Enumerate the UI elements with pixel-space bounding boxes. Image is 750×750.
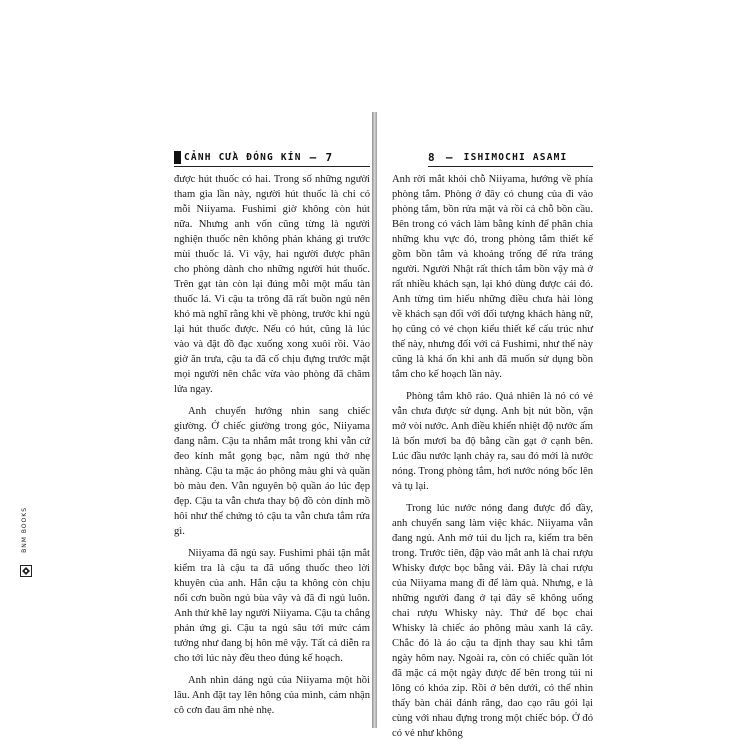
paragraph: Trong lúc nước nóng đang được đổ đầy, anh chuyển sang làm việc khác. Niiyama vẫn đang ngủ. Anh mở túi du lịch ra, kiểm tra bên trong. Trước tiên, đập vào mắt anh là chai rượu Whisky được bọc bằng vải. Đây là chai rượu của Niiyama mang đi để làm quà. Nhưng, e là những người đang ở tại đây sẽ không uống chai rượu Whisky này. Thứ để bọc chai Whisky là chiếc áo phông màu xanh lá cây. Chắc đó là áo cậu ta định thay sau khi tắm ngày hôm nay. Ngoài ra, còn có chiếc quần lót đã mặc cả một ngày được để bên trong túi ni lông có khóa zip. Rồi ở bên dưới, có thể nhìn thấy bàn chải đánh răng, dao cạo râu gói lại cùng với nhau đựng trong một chiếc bóp. Ở đó có vẻ như không bbox=[392, 503, 593, 739]
publisher-logo-icon bbox=[20, 565, 32, 577]
left-header-rule bbox=[174, 166, 370, 167]
header-bar-icon bbox=[174, 151, 181, 164]
right-body-text bbox=[392, 172, 593, 748]
left-page-number: 7 bbox=[325, 150, 334, 164]
paragraph: Anh rời mắt khỏi chỗ Niiyama, hướng về phía phòng tắm. Phòng ở đây có chung của đi vào phòng tắm, bồn rửa mặt và rồi cả chỗ bồn cầu. Bên trong có vách làm bằng kính để phân chia những khu vực đó, trong phòng tắm thiết kế gồm bồn tắm và khoảng trống để rửa tráng người. Người Nhật rất thích tắm bồn vậy mà ở rất nhiều khách sạn, lại khó dùng được cái đó. Anh từng tìm hiểu những điều chưa hài lòng về khách sạn đối với đối tượng khách hàng nữ, họ cũng có vẻ chọn kiểu thiết kế cấu trúc như thế này, nhưng đối với cả Fushimi, như thế này cũng là khá ổn khi anh đã muốn sử dụng bồn tắm cho kế hoạch lần này. bbox=[392, 174, 593, 380]
paragraph: Niiyama đã ngủ say. Fushimi phải tận mắt kiểm tra là cậu ta đã uống thuốc theo lời khuyên của anh. Hắn cậu ta không còn chịu nổi cơn buồn ngủ bùa vây và đã đi ngủ luôn. Anh thử khẽ lay người Niiyama. Cậu ta chẳng phản ứng gì. Cậu ta ngủ sâu tới mức cảm tưởng như đang bị hôn mê vậy. Tất cả diễn ra cho tới lúc này đều theo đúng kế hoạch. bbox=[174, 548, 370, 664]
right-header-rule bbox=[428, 166, 593, 167]
left-header-dash: – bbox=[309, 150, 318, 164]
paragraph: được hút thuốc có hai. Trong số những người tham gia lần này, người hút thuốc là chỉ có mỗi Niiyama. Fushimi giờ không còn hút nữa. Nhưng anh vốn cũng từng là người nghiện thuốc nên không phản kháng gì trước mùi thuốc lá. Vì vậy, hai người được phân cho phòng dành cho những người hút thuốc. Trên gạt tàn còn lại đúng mỗi một mẩu tàn thuốc lá. Vì cậu ta trông đã rất buồn ngủ nên khó mà nghĩ rằng khi về phòng, trước khi ngủ lại hút thuốc được. Nếu có hút, cũng là lúc vào và đặt đồ đạc xuống xong xuôi rồi. Vào giờ ăn trưa, cậu ta đã cố chịu đựng trước mặt mọi người nên chắc vừa vào phòng đã châm lửa ngay. bbox=[174, 174, 370, 395]
paragraph: Phòng tắm khô ráo. Quả nhiên là nó có vẻ vẫn chưa được sử dụng. Anh bịt nút bồn, vặn mở vòi nước. Anh điều khiển nhiệt độ nước ấm là bốn mươi ba độ bằng cần gạt ở cạnh bên. Lúc đầu nước lạnh chảy ra, sau đó mới là nước nóng. Trong phòng tắm, hơi nước nóng bốc lên và tụ lại. bbox=[392, 391, 593, 492]
left-running-header bbox=[174, 150, 333, 164]
book-spine bbox=[372, 112, 377, 728]
right-page-number: 8 bbox=[428, 150, 436, 164]
right-header-dash: – bbox=[445, 150, 454, 164]
publisher-name: BNM BOOKS bbox=[21, 507, 28, 553]
paragraph: Anh nhìn dáng ngủ của Niiyama một hồi lâu. Anh đặt tay lên hông của mình, cảm nhận cô cơn đau âm nhè nhẹ. bbox=[174, 675, 370, 716]
side-publisher-mark bbox=[19, 505, 35, 585]
left-header-title: CẢNH CỬA ĐÓNG KÍN bbox=[184, 151, 302, 163]
right-header-title: ISHIMOCHI ASAMI bbox=[463, 151, 568, 163]
right-running-header bbox=[428, 150, 567, 164]
left-body-text bbox=[174, 172, 370, 725]
paragraph: Anh chuyển hướng nhìn sang chiếc giường. Ở chiếc giường trong góc, Niiyama đang nằm. Cậu ta nhắm mắt trong khi vẫn cứ đeo kính mắt gọng bạc, nằm ngủ thở nhẹ nhàng. Cậu ta mặc áo phông màu ghi và quần bò màu đen. Vẫn nguyên bộ quần áo lúc đẹp đẹp. Cậu ta vẫn chưa thay bộ đồ còn dính mồ hôi như thể chứng tỏ cậu ta vẫn chưa tắm rửa gì. bbox=[174, 406, 370, 537]
